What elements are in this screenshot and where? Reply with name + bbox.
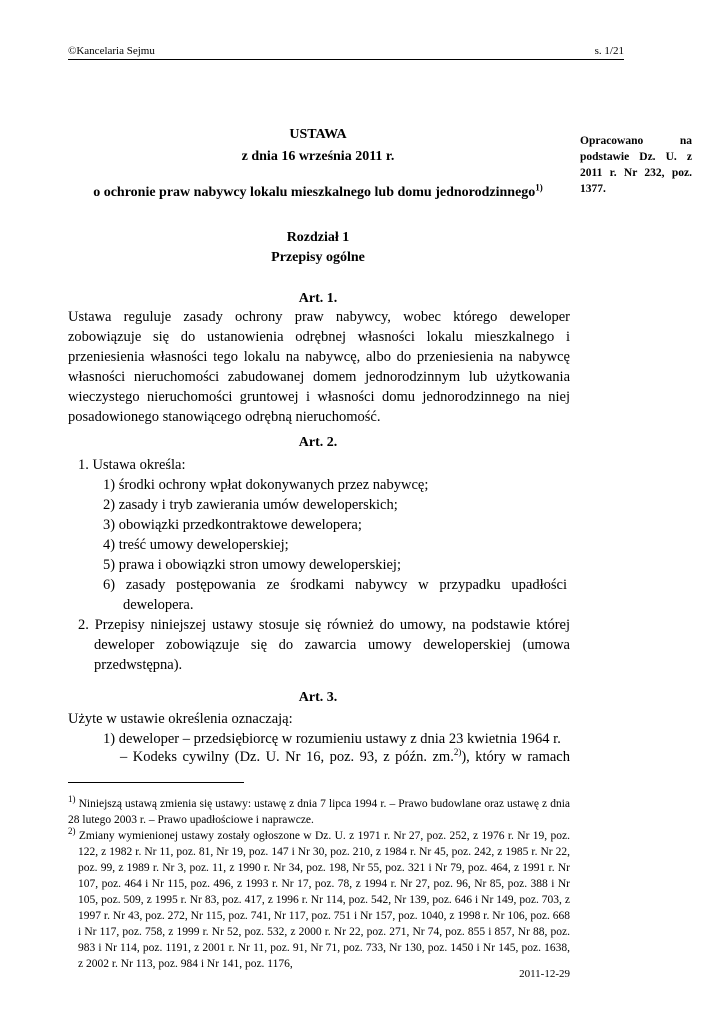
footnote-rule — [68, 782, 244, 783]
footnote-1-mark: 1) — [68, 794, 76, 805]
art2-heading: Art. 2. — [298, 435, 338, 450]
art2-item-6: 6) zasady postępowania ze środkami nabywcy w przypadku upadłości dewelopera. — [103, 577, 567, 613]
margin-note: Opracowano na podstawie Dz. U. z 2011 r. Nr 232, poz. 1377. — [580, 135, 692, 195]
chapter-name: Przepisy ogólne — [271, 250, 365, 265]
act-title: o ochronie praw nabywcy lokalu mieszkalnego lub domu jednorodzinnego$^{1)}$ — [93, 182, 543, 200]
footnote-2-mark: 2) — [68, 826, 76, 837]
act-date: z dnia 16 września 2011 r. — [241, 149, 395, 164]
art2-item-4: 4) treść umowy deweloperskiej; — [103, 537, 289, 553]
chapter-number: Rozdział 1 — [286, 230, 350, 245]
act-type: USTAWA — [289, 127, 347, 142]
footnote-ref-2[interactable]: 2) — [453, 747, 462, 758]
art2-par2: 2. Przepisy niniejszej ustawy stosuje się również do umowy, na podstawie której deweloper zobowiązuje się do zawarcia umowy deweloperskiej (umowa przedwstępna). — [78, 617, 570, 673]
art2-item-1: 1) środki ochrony wpłat dokonywanych przez nabywcę; — [103, 477, 429, 493]
art2-item-5: 5) prawa i obowiązki stron umowy deweloperskiej; — [103, 557, 401, 573]
art1-text: Ustawa reguluje zasady ochrony praw nabywcy, wobec którego deweloper zobowiązuje się do ustanowienia odrębnej własności lokalu mieszkalnego i przeniesienia własności tego lokalu na nabywcę, albo do przeniesienia na nabywcę własności nieruchomości zabudowanej domem jednorodzinnym lub użytkowania wieczystego nieruchomości gruntowej i własności domu jednorodzinnego na niej posadowionego stanowiącego odrębną nieruchomość. — [68, 309, 570, 425]
footer-date: 2011-12-29 — [519, 968, 570, 980]
footnote-1: $^{1)}$ Niniejszą ustawą zmienia się ustawy: ustawę z dnia 7 lipca 1994 r. – Prawo budowlane oraz ustawę z dnia 28 lutego 2003 r. – Prawo upadłościowe i naprawcze. — [68, 794, 570, 826]
header-source: ©Kancelaria Sejmu — [68, 45, 155, 57]
footnote-ref-1[interactable]: 1) — [535, 182, 543, 193]
art3-item-1-line1: 1) deweloper – przedsiębiorcę w rozumieniu ustawy z dnia 23 kwietnia 1964 r. — [103, 731, 561, 747]
art3-intro: Użyte w ustawie określenia oznaczają: — [68, 711, 293, 727]
header-rule — [68, 59, 624, 60]
footnote-2: $^{2)}$ Zmiany wymienionej ustawy zostały ogłoszone w Dz. U. z 1971 r. Nr 27, poz. 252, z 1976 r. Nr 19, poz. 122, z 1982 r. Nr 11, poz. 81, Nr 19, poz. 147 i Nr 30, poz. 210, z 1984 r. Nr 45, poz. 242, z 1985 r. Nr 22, poz. 99, z 1989 r. Nr 3, poz. 11, z 1990 r. Nr 34, poz. 198, Nr 55, poz. 321 i Nr 79, poz. 464, z 1991 r. Nr 107, poz. 464 i Nr 115, poz. 496, z 1993 r. Nr 17, poz. 78, z 1994 r. Nr 27, poz. 96, Nr 85, poz. 388 i Nr 105, poz. 509, z 1995 r. Nr 83, poz. 417, z 1996 r. Nr 114, poz. 542, Nr 139, poz. 646 i Nr 149, poz. 703, z 1997 r. Nr 43, poz. 272, Nr 115, poz. 741, Nr 117, poz. 751 i Nr 157, poz. 1040, z 1998 r. Nr 106, poz. 668 i Nr 117, poz. 758, z 1999 r. Nr 52, poz. 532, z 2000 r. Nr 22, poz. 271, Nr 74, poz. 855 i 857, Nr 88, poz. 983 i Nr 114, poz. 1191, z 2001 r. Nr 11, poz. 91, Nr 71, poz. 733, Nr 130, poz. 1450 i Nr 145, poz. 1638, z 2002 r. Nr 113, poz. 984 i Nr 141, poz. 1176, — [68, 826, 570, 970]
page-number: s. 1/21 — [594, 45, 624, 57]
art2-par1: 1. Ustawa określa: — [78, 457, 186, 473]
art2-item-2: 2) zasady i tryb zawierania umów deweloperskich; — [103, 497, 398, 513]
art3-item-1-line2: – Kodeks cywilny (Dz. U. Nr 16, poz. 93, z późn. zm.$^{2)}$), który w ramach — [120, 747, 570, 765]
art2-item-3: 3) obowiązki przedkontraktowe dewelopera; — [103, 517, 362, 533]
art1-heading: Art. 1. — [298, 291, 338, 306]
art3-heading: Art. 3. — [298, 690, 338, 705]
